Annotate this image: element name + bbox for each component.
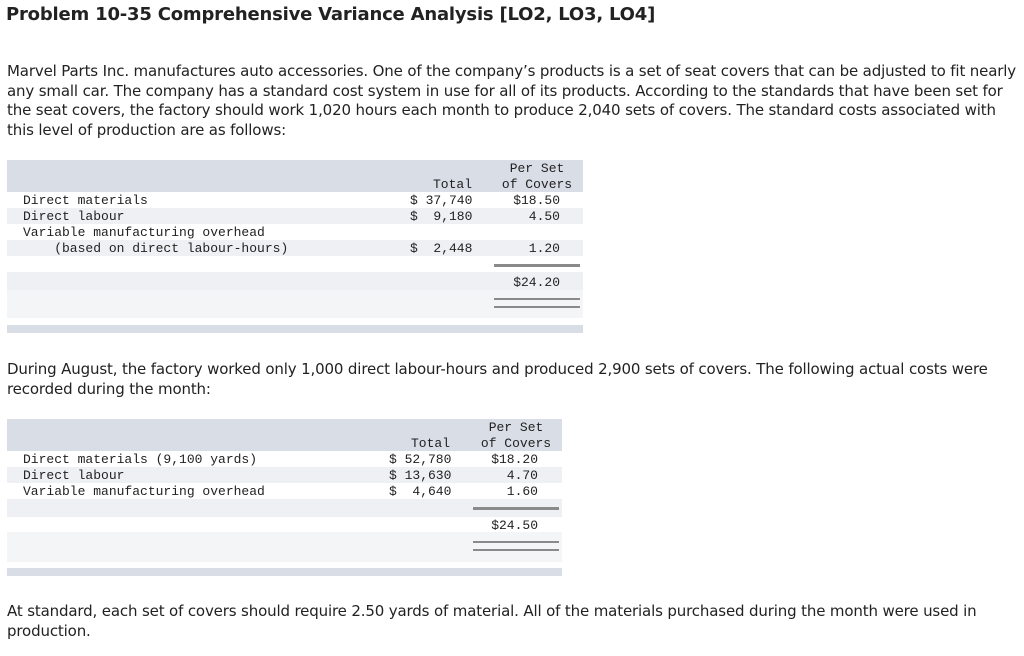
- row-per-set: 4.50: [528, 209, 560, 224]
- row-total: $ 37,740: [410, 193, 473, 208]
- per-set-header-line2: of Covers: [480, 436, 552, 451]
- problem-title: Problem 10-35 Comprehensive Variance Analysis [LO2, LO3, LO4]: [6, 4, 656, 25]
- row-per-set: $18.20: [491, 452, 538, 467]
- mid-paragraph: During August, the factory worked only 1,000 direct labour-hours and produced 2,900 sets of covers. The following actual costs were recorded during the month:: [7, 360, 988, 398]
- double-rule-bottom: [494, 306, 580, 308]
- row-total: $ 9,180: [410, 209, 473, 224]
- grand-total-per-set: $24.20: [513, 275, 560, 290]
- closing-paragraph: At standard, each set of covers should require 2.50 yards of material. All of the materials purchased during the month were used in production.: [7, 602, 977, 640]
- row-label: Variable manufacturing overhead: [23, 484, 265, 499]
- table-row-band: [7, 290, 583, 318]
- row-per-set: 1.60: [506, 484, 538, 499]
- row-per-set: $18.50: [513, 193, 560, 208]
- row-total: $ 13,630: [389, 468, 452, 483]
- per-set-header-line1: Per Set: [488, 420, 544, 435]
- per-set-header-line2: of Covers: [501, 177, 573, 192]
- row-total: $ 52,780: [389, 452, 452, 467]
- double-rule-bottom: [473, 549, 559, 551]
- row-label: Direct labour: [23, 468, 125, 483]
- table-bottom-band: [7, 325, 583, 333]
- subtotal-rule: [473, 507, 559, 510]
- total-header: Total: [432, 177, 472, 192]
- row-total: $ 4,640: [389, 484, 452, 499]
- double-rule-top: [494, 298, 580, 300]
- per-set-header-line1: Per Set: [509, 161, 565, 176]
- table-row-band: [7, 532, 562, 562]
- row-total: $ 2,448: [410, 241, 473, 256]
- table-bottom-band: [7, 568, 562, 576]
- row-per-set: 1.20: [528, 241, 560, 256]
- intro-paragraph: Marvel Parts Inc. manufactures auto accessories. One of the company’s products is a set of seat covers that can be adjusted to fit nearly any small car. The company has a standard cost system in use for all of its products. According to the standards that have been set for the seat covers, the factory should work 1,020 hours each month to produce 2,040 sets of covers. The standard costs associated with this level of production are as follows:: [7, 62, 1017, 139]
- row-label: Direct materials (9,100 yards): [23, 452, 258, 467]
- row-per-set: 4.70: [506, 468, 538, 483]
- subtotal-rule: [494, 264, 580, 267]
- grand-total-per-set: $24.50: [491, 518, 538, 533]
- double-rule-top: [473, 541, 559, 543]
- total-header: Total: [410, 436, 450, 451]
- row-label: Direct labour: [23, 209, 125, 224]
- row-label: Variable manufacturing overhead: [23, 225, 265, 240]
- row-label: Direct materials: [23, 193, 148, 208]
- row-label: (based on direct labour-hours): [23, 241, 289, 256]
